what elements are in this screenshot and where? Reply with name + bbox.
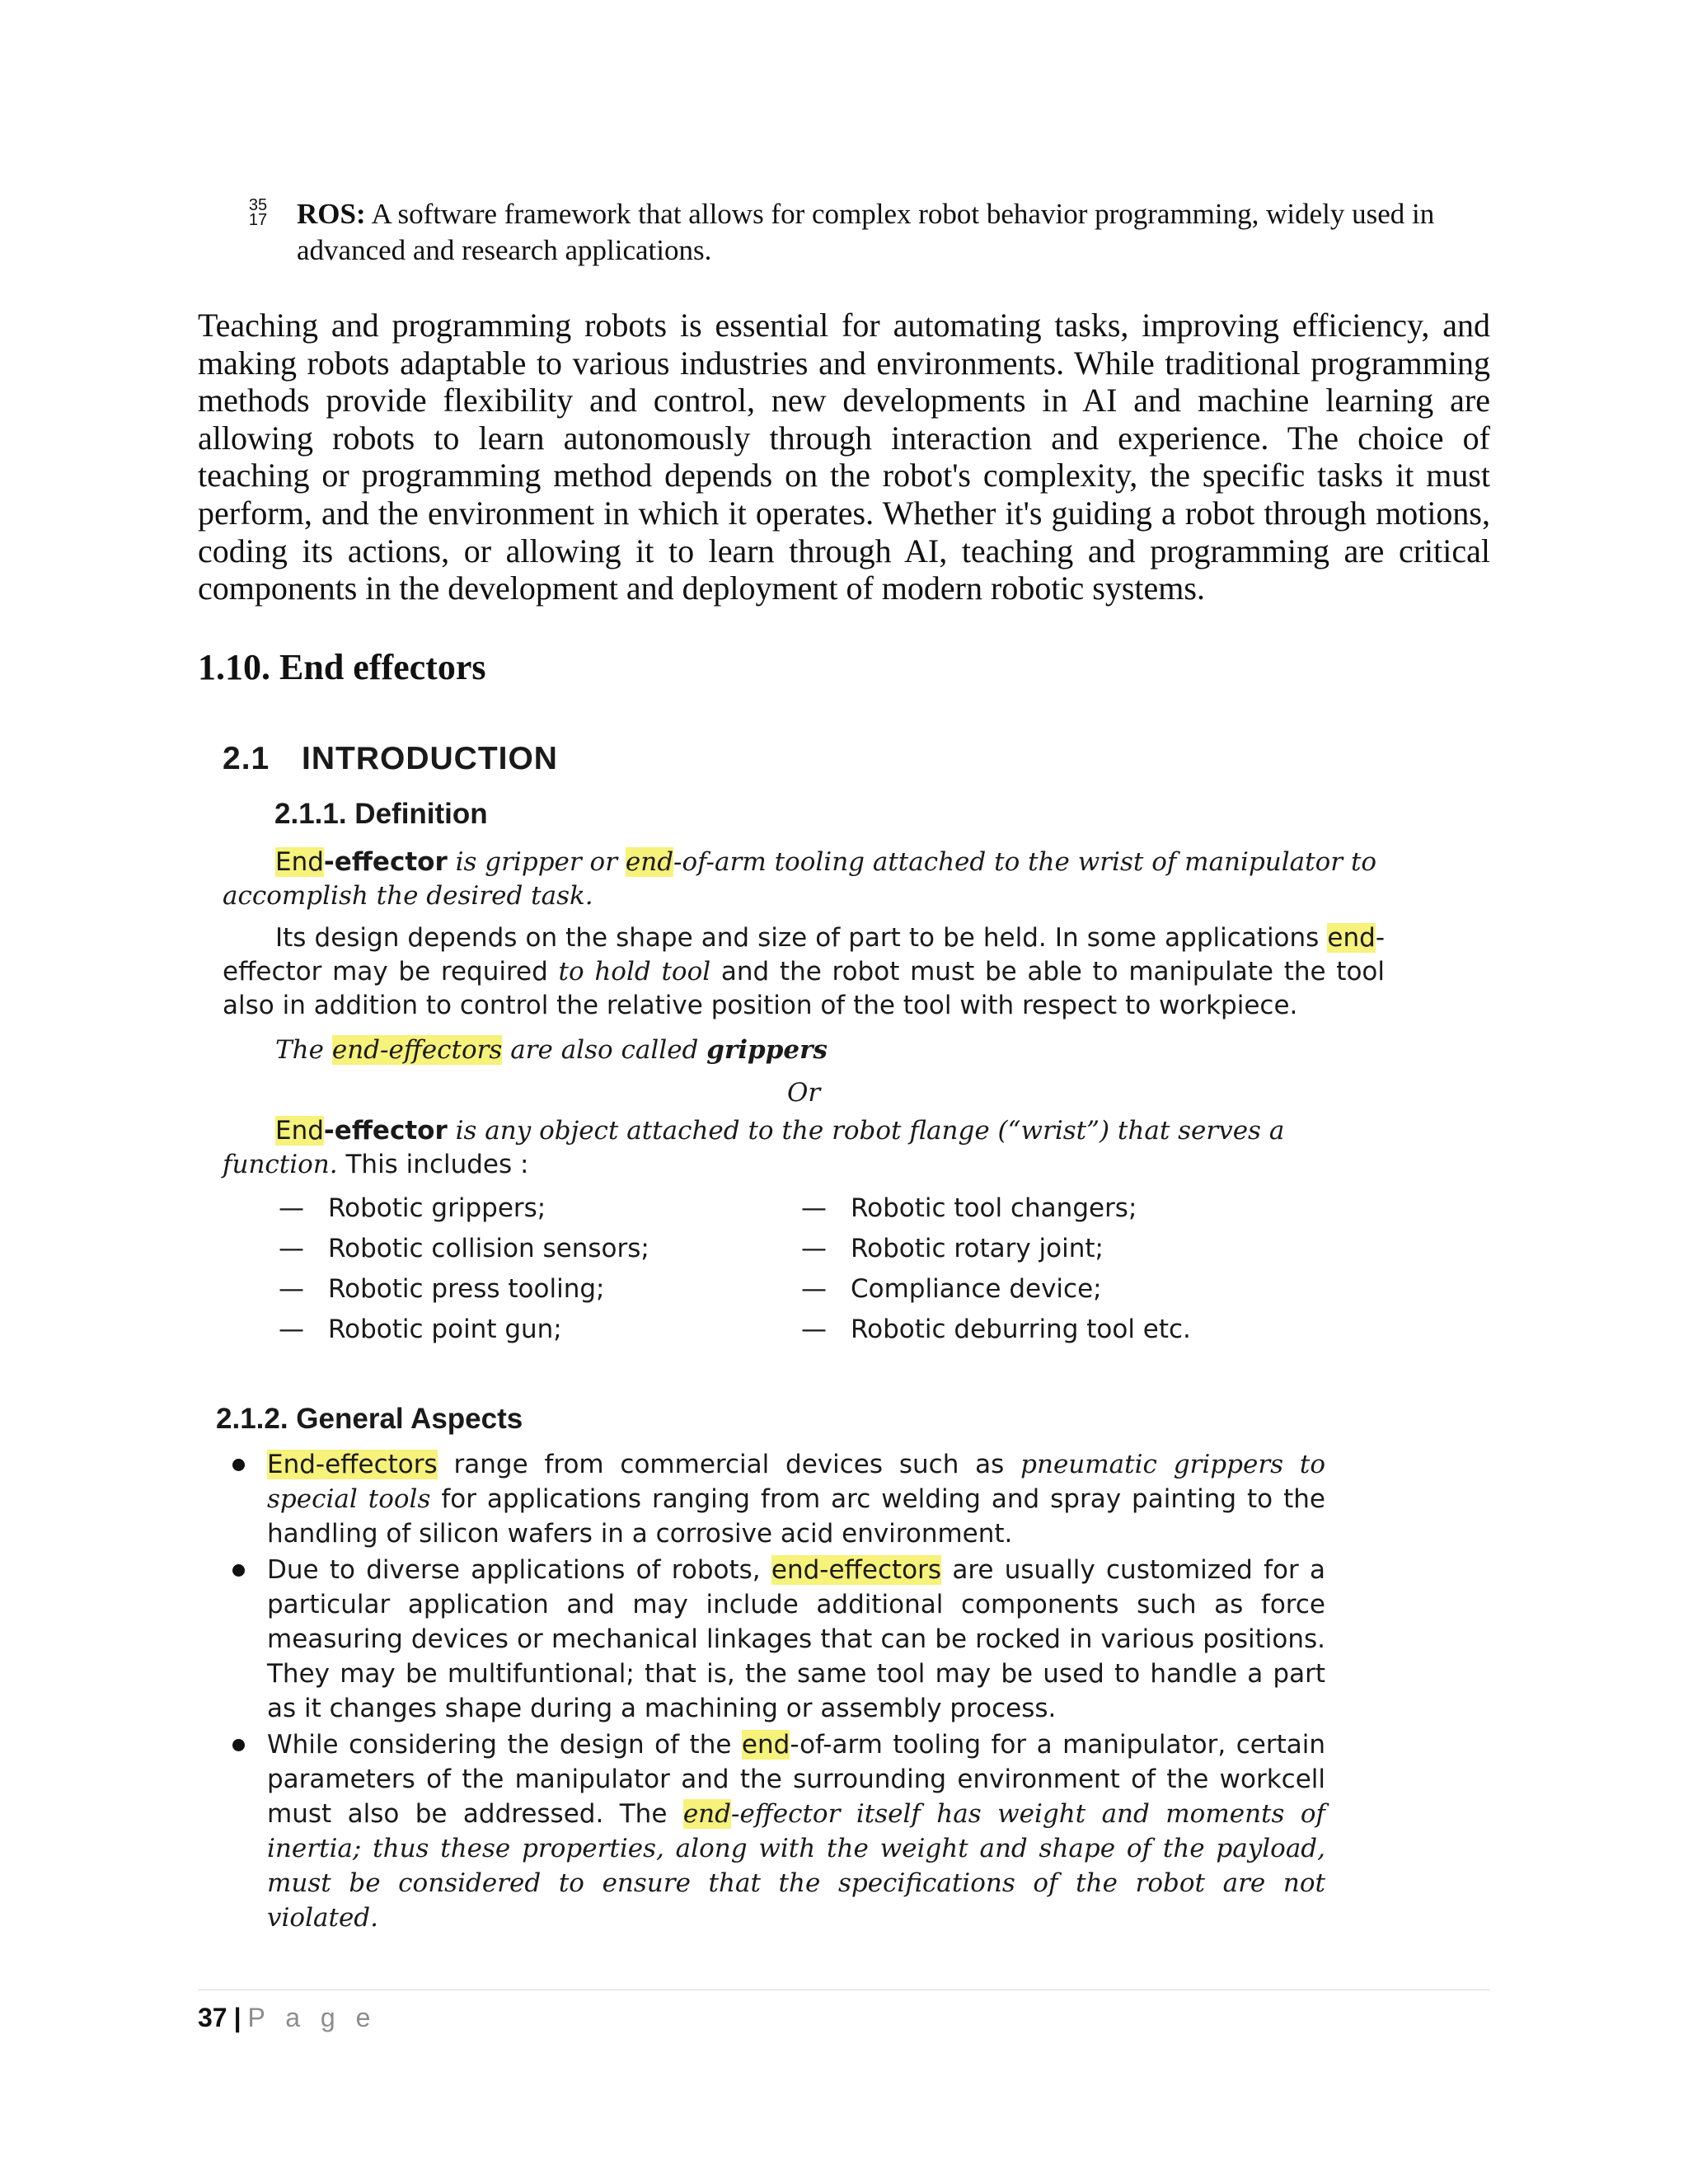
highlight: End <box>275 847 324 877</box>
dash: — <box>279 1234 304 1263</box>
intro-title: INTRODUCTION <box>302 741 558 776</box>
section-heading: 1.10. End effectors <box>198 647 486 687</box>
definition-paragraph-2 <box>223 921 1385 1023</box>
general-aspects-list <box>229 1447 1325 1937</box>
list-item <box>279 1269 649 1310</box>
list-item-text: Robotic rotary joint; <box>851 1234 1104 1263</box>
list-item-text: Compliance device; <box>851 1274 1102 1304</box>
italic-text: is any object attached to the robot flange (“wrist”) that serves a function. <box>223 1116 1285 1179</box>
highlight: end <box>741 1730 790 1760</box>
text: -of-arm tooling for a manipulator, certain parameters of the manipulator and the surrounding environment of the workcell must also be addressed. The <box>267 1730 1325 1829</box>
list-item-text: Robotic grippers; <box>328 1193 546 1223</box>
list-item <box>279 1188 649 1229</box>
bold-term: grippers <box>706 1035 828 1065</box>
bullet-item <box>229 1727 1325 1935</box>
dash: — <box>801 1234 827 1263</box>
list-item-text: Robotic collision sensors; <box>328 1234 649 1263</box>
text: Its design depends on the shape and size of part to be held. In some applications <box>275 923 1328 953</box>
text: -effector may be required <box>223 923 1385 987</box>
footnote-marker-bottom: 17 <box>248 211 268 229</box>
intro-heading <box>223 738 558 780</box>
footnote-text <box>297 196 1484 269</box>
dash: — <box>279 1315 304 1344</box>
highlight: end <box>1327 923 1376 953</box>
general-aspects-heading: 2.1.2. General Aspects <box>216 1403 523 1435</box>
dash: — <box>279 1274 304 1304</box>
includes-list-left <box>279 1188 649 1350</box>
bullet-icon <box>232 1459 245 1471</box>
definition-paragraph-1 <box>223 846 1385 913</box>
footnote-marker <box>246 198 270 227</box>
list-item <box>279 1229 649 1269</box>
text: and the robot must be able to manipulate the tool also in addition to control the relative position of the tool with respect to workpiece. <box>223 957 1385 1020</box>
highlight: end-effectors <box>771 1555 942 1585</box>
definition-paragraph-3 <box>275 1033 1380 1067</box>
list-item-text: Robotic point gun; <box>328 1315 562 1344</box>
bullet-icon <box>232 1739 245 1751</box>
list-item-text: Robotic press tooling; <box>328 1274 605 1304</box>
includes-list-right <box>801 1188 1191 1350</box>
italic-text: -of-arm tooling attached to the wrist of manipulator to accomplish the desired task. <box>223 847 1377 911</box>
bold-term: -effector <box>323 847 448 877</box>
footnote-term: ROS: <box>297 198 366 230</box>
text: for applications ranging from arc welding and spray painting to the handling of silicon wafers in a corrosive acid environment. <box>267 1484 1325 1549</box>
list-item <box>801 1229 1191 1269</box>
page-word: P a g e <box>247 2003 377 2032</box>
text: range from commercial devices such as <box>437 1450 1021 1479</box>
italic-text: to hold tool <box>558 957 711 987</box>
list-item-text: Robotic tool changers; <box>851 1193 1137 1223</box>
highlight: End-effectors <box>267 1450 438 1479</box>
italic-text: are also called <box>502 1035 707 1065</box>
page-number: 37 <box>198 2003 227 2032</box>
italic-text: pneumatic grippers to special tools <box>267 1450 1325 1514</box>
list-item-text: Robotic deburring tool etc. <box>851 1315 1191 1344</box>
or-separator: Or <box>787 1078 821 1108</box>
dash: — <box>801 1315 827 1344</box>
dash: — <box>279 1193 304 1223</box>
footnote-body: A software framework that allows for complex robot behavior programming, widely used in advanced and research applications. <box>297 198 1435 266</box>
page-footer <box>198 2001 377 2034</box>
definition-paragraph-4 <box>223 1114 1385 1182</box>
bold-term: -effector <box>323 1116 448 1146</box>
text: While considering the design of the <box>267 1730 742 1760</box>
footnote <box>246 196 1498 269</box>
list-item <box>801 1310 1191 1350</box>
text: This includes : <box>337 1150 529 1179</box>
text: are usually customized for a particular application and may include additional components such as force measuring devices or mechanical linkages that can be rocked in various positions. They may be multifuntional; that is, the same tool may be used to handle a part as it changes shape during a machining or assembly process. <box>267 1555 1325 1723</box>
footer-separator: | <box>233 2003 241 2032</box>
definition-heading: 2.1.1. Definition <box>274 798 488 830</box>
highlight: End <box>275 1116 324 1146</box>
footnote-marker-top: 35 <box>248 196 268 214</box>
bullet-item <box>229 1553 1325 1726</box>
dash: — <box>801 1193 827 1223</box>
italic-text: -effector itself has weight and moments of inertia; thus these properties, along with the weight and shape of the payload, must be considered to ensure that the specifications of the robot are not violated. <box>267 1799 1325 1933</box>
bullet-icon <box>232 1564 245 1577</box>
italic-text: The <box>275 1035 332 1065</box>
highlight: end-effectors <box>331 1035 503 1065</box>
list-item <box>801 1269 1191 1310</box>
bullet-item <box>229 1447 1325 1551</box>
highlight: end <box>625 847 674 877</box>
italic-text: is gripper or <box>447 847 626 877</box>
body-paragraph: Teaching and programming robots is essential for automating tasks, improving efficiency, and making robots adaptable to various industries and environments. While traditional programming methods provide flexibility and control, new developments in AI and machine learning are allowing robots to learn autonomously through interaction and experience. The choice of teaching or programming method depends on the robot's complexity, the specific tasks it must perform, and the environment in which it operates. Whether it's guiding a robot through motions, coding its actions, or allowing it to learn through AI, teaching and programming are critical components in the development and deployment of modern robotic systems. <box>198 307 1490 607</box>
dash: — <box>801 1274 827 1304</box>
text: Due to diverse applications of robots, <box>267 1555 771 1585</box>
intro-number: 2.1 <box>223 741 270 776</box>
list-item <box>801 1188 1191 1229</box>
list-item <box>279 1310 649 1350</box>
highlight: end <box>682 1799 731 1829</box>
